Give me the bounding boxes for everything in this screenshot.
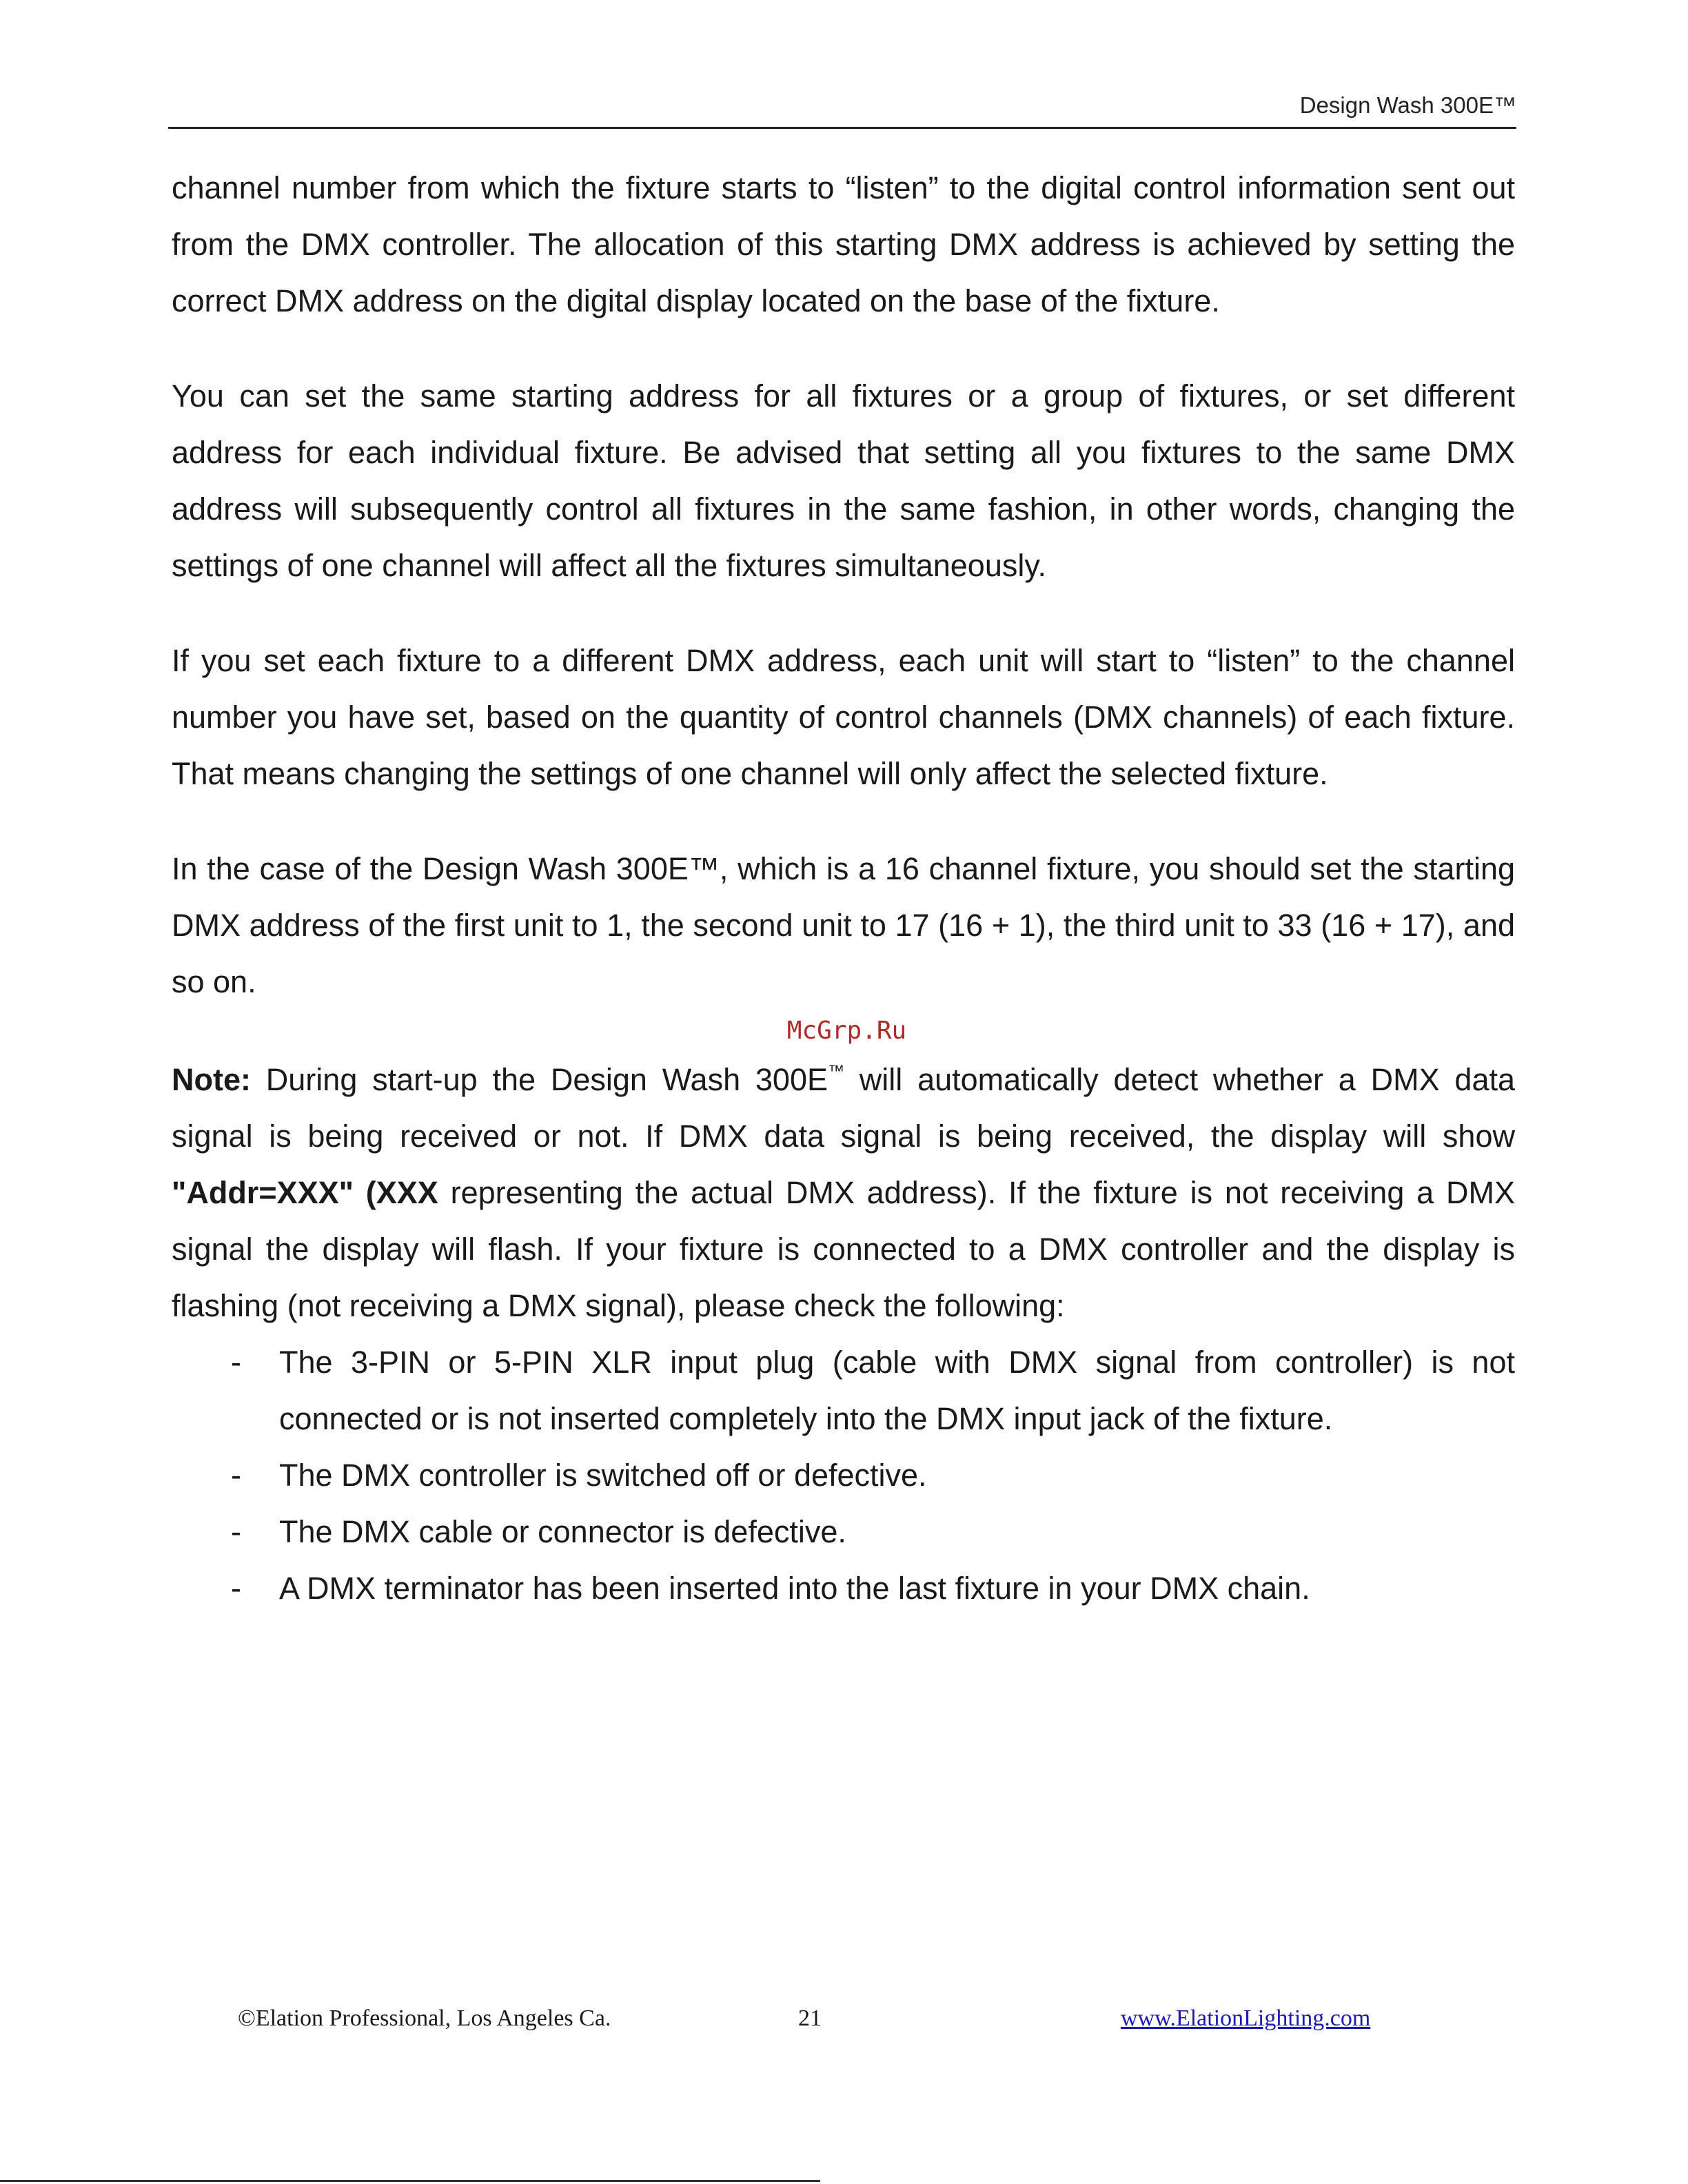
list-bullet: -: [231, 1345, 241, 1380]
list-item-text: A DMX terminator has been inserted into the last fixture in your DMX chain.: [279, 1571, 1310, 1606]
note-paragraph: [172, 1052, 1515, 1334]
paragraph-different-address: If you set each fixture to a different DMX address, each unit will start to “listen” to the channel number you have set, based on the quantity of control channels (DMX channels) of each fixture. That means changing the settings of one channel will only affect the selected fixture.: [172, 643, 1515, 791]
footer-copyright: ©Elation Professional, Los Angeles Ca.: [238, 2006, 611, 2031]
list-item: [172, 1447, 1515, 1504]
list-bullet: -: [231, 1571, 241, 1606]
watermark-text: McGrp.Ru: [786, 1017, 907, 1045]
page-number: 21: [798, 2006, 822, 2031]
list-item: [172, 1504, 1515, 1560]
page-body: [172, 160, 1515, 1617]
list-item: [172, 1334, 1515, 1447]
paragraph-same-address: You can set the same starting address for all fixtures or a group of fixtures, or set different address for each individual fixture. Be advised that setting all you fixtures to the same DMX address will subsequently control all fixtures in the same fashion, in other words, changing the settings of one channel will affect all the fixtures simultaneously.: [172, 378, 1515, 583]
list-item-text: The 3-PIN or 5-PIN XLR input plug (cable with DMX signal from controller) is not connected or is not inserted completely into the DMX input jack of the fixture.: [279, 1345, 1515, 1436]
troubleshooting-checklist: [172, 1334, 1515, 1617]
note-text-part-1: During start-up the Design Wash 300E: [250, 1062, 828, 1097]
trademark-superscript: ™: [828, 1062, 844, 1081]
list-bullet: -: [231, 1514, 241, 1549]
paragraph-addressing-example: In the case of the Design Wash 300E™, which is a 16 channel fixture, you should set the starting DMX address of the first unit to 1, the second unit to 17 (16 + 1), the third unit to 33 (16 + 17), and so on.: [172, 851, 1515, 999]
list-item-text: The DMX controller is switched off or defective.: [279, 1458, 927, 1493]
list-item-text: The DMX cable or connector is defective.: [279, 1514, 846, 1549]
note-address-format: "Addr=XXX" (XXX: [172, 1175, 438, 1210]
list-bullet: -: [231, 1458, 241, 1493]
page-header: [168, 90, 1516, 129]
note-text-part-2: will automatically detect whether a DMX data signal is being received or not. If DMX data signal is being received, the display will show: [172, 1062, 1515, 1154]
note-text-part-3: representing the actual DMX address). If the fixture is not receiving a DMX signal the display will flash. If your fixture is connected to a DMX controller and the display is flashing (not receiving a DMX signal), please check the following:: [172, 1175, 1515, 1323]
note-label: Note:: [172, 1062, 251, 1097]
website-link[interactable]: www.ElationLighting.com: [1121, 2006, 1371, 2031]
paragraph-dmx-start-channel: channel number from which the fixture starts to “listen” to the digital control information sent out from the DMX controller. The allocation of this starting DMX address is achieved by setting the correct DMX address on the digital display located on the base of the fixture.: [172, 170, 1515, 318]
list-item: [172, 1560, 1515, 1617]
bottom-divider: [0, 2180, 820, 2182]
header-title: Design Wash 300E™: [1299, 92, 1516, 118]
